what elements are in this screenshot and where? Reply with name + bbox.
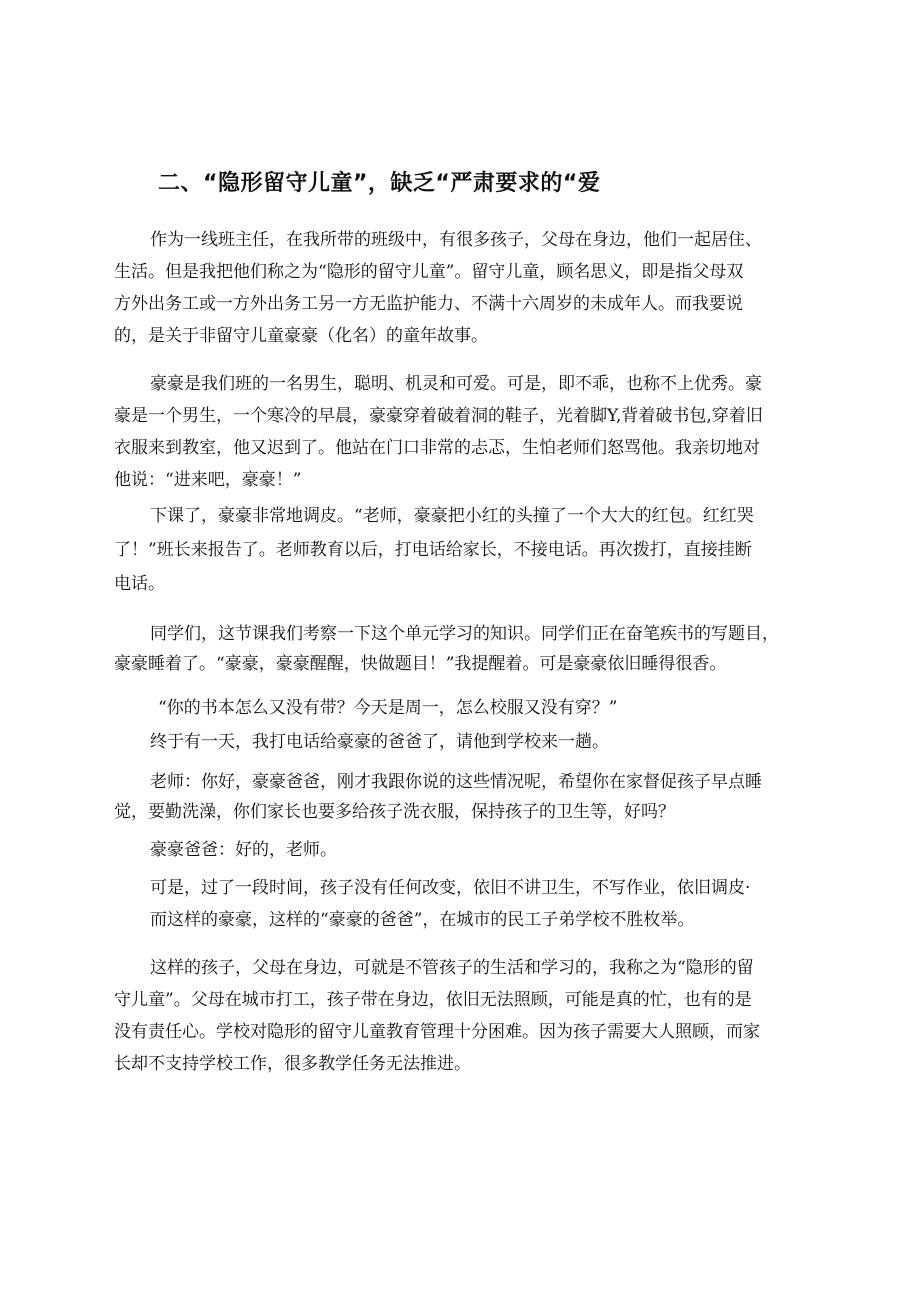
text-line: 终于有一天，我打电话给豪豪的爸爸了，请他到学校来一趟。 — [150, 732, 609, 752]
text-line: 作为一线班主任，在我所带的班级中，有很多孩子，父母在身边，他们一起居住、 — [150, 230, 762, 250]
text-line: 了！”班长来报告了。老师教育以后，打电话给家长，不接电话。再次拨打，直接挂断 — [114, 540, 752, 560]
text-line: 可是，过了一段时间，孩子没有任何改变，依旧不讲卫生，不写作业，依旧调皮· — [150, 878, 751, 898]
text-line: 豪豪睡着了。“豪豪，豪豪醒醒，快做题目！”我提醒着。可是豪豪依旧睡得很香。 — [114, 654, 727, 674]
text-line: 没有责任心。学校对隐形的留守儿童教育管理十分困难。因为孩子需要大人照顾，而家 — [114, 1022, 760, 1042]
text-line: 这样的孩子，父母在身边，可就是不管孩子的生活和学习的，我称之为“隐形的留 — [150, 958, 754, 978]
text-line: 豪是一个男生，一个寒冷的早晨，豪豪穿着破着洞的鞋子，光着脚Y,背着破书包,穿着旧 — [114, 406, 763, 426]
text-line: 的，是关于非留守儿童豪豪（化名）的童年故事。 — [114, 326, 488, 346]
dialogue-line: 觉，要勤洗澡，你们家长也要多给孩子洗衣服，保持孩子的卫生等，好吗？ — [114, 802, 675, 822]
text-line: 方外出务工或一方外出务工另一方无监护能力、不满十六周岁的未成年人。而我要说 — [114, 294, 743, 314]
text-line: “你的书本怎么又没有带？今天是周一，怎么校服又没有穿？” — [158, 698, 618, 718]
text-line: 他说：“进来吧，豪豪！” — [114, 470, 302, 490]
text-line: 电话。 — [114, 574, 165, 594]
text-line: 豪豪是我们班的一名男生，聪明、机灵和可爱。可是，即不乖，也称不上优秀。豪 — [150, 374, 762, 394]
text-line: 衣服来到教室，他又迟到了。他站在门口非常的忐忑，生怕老师们怒骂他。我亲切地对 — [114, 438, 760, 458]
text-line: 同学们，这节课我们考察一下这个单元学习的知识。同学们正在奋笔疾书的写题目， — [150, 624, 779, 644]
text-line: 长却不支持学校工作，很多教学任务无法推进。 — [114, 1054, 471, 1074]
text-line: 下课了，豪豪非常地调皮。“老师，豪豪把小红的头撞了一个大大的红包。红红哭 — [150, 506, 754, 526]
dialogue-line: 豪豪爸爸：好的，老师。 — [150, 840, 337, 860]
dialogue-line: 老师：你好，豪豪爸爸，刚才我跟你说的这些情况呢，希望你在家督促孩子早点睡 — [150, 772, 762, 792]
text-line: 守儿童”。父母在城市打工，孩子带在身边，依旧无法照顾，可能是真的忙，也有的是 — [114, 990, 752, 1010]
text-line: 而这样的豪豪，这样的“豪豪的爸爸”，在城市的民工子弟学校不胜枚举。 — [150, 910, 695, 930]
section-heading: 二、“隐形留守儿童”，缺乏“严肃要求的“爱 — [158, 171, 601, 196]
text-line: 生活。但是我把他们称之为“隐形的留守儿童”。留守儿童，顾名思义，即是指父母双 — [114, 262, 744, 282]
